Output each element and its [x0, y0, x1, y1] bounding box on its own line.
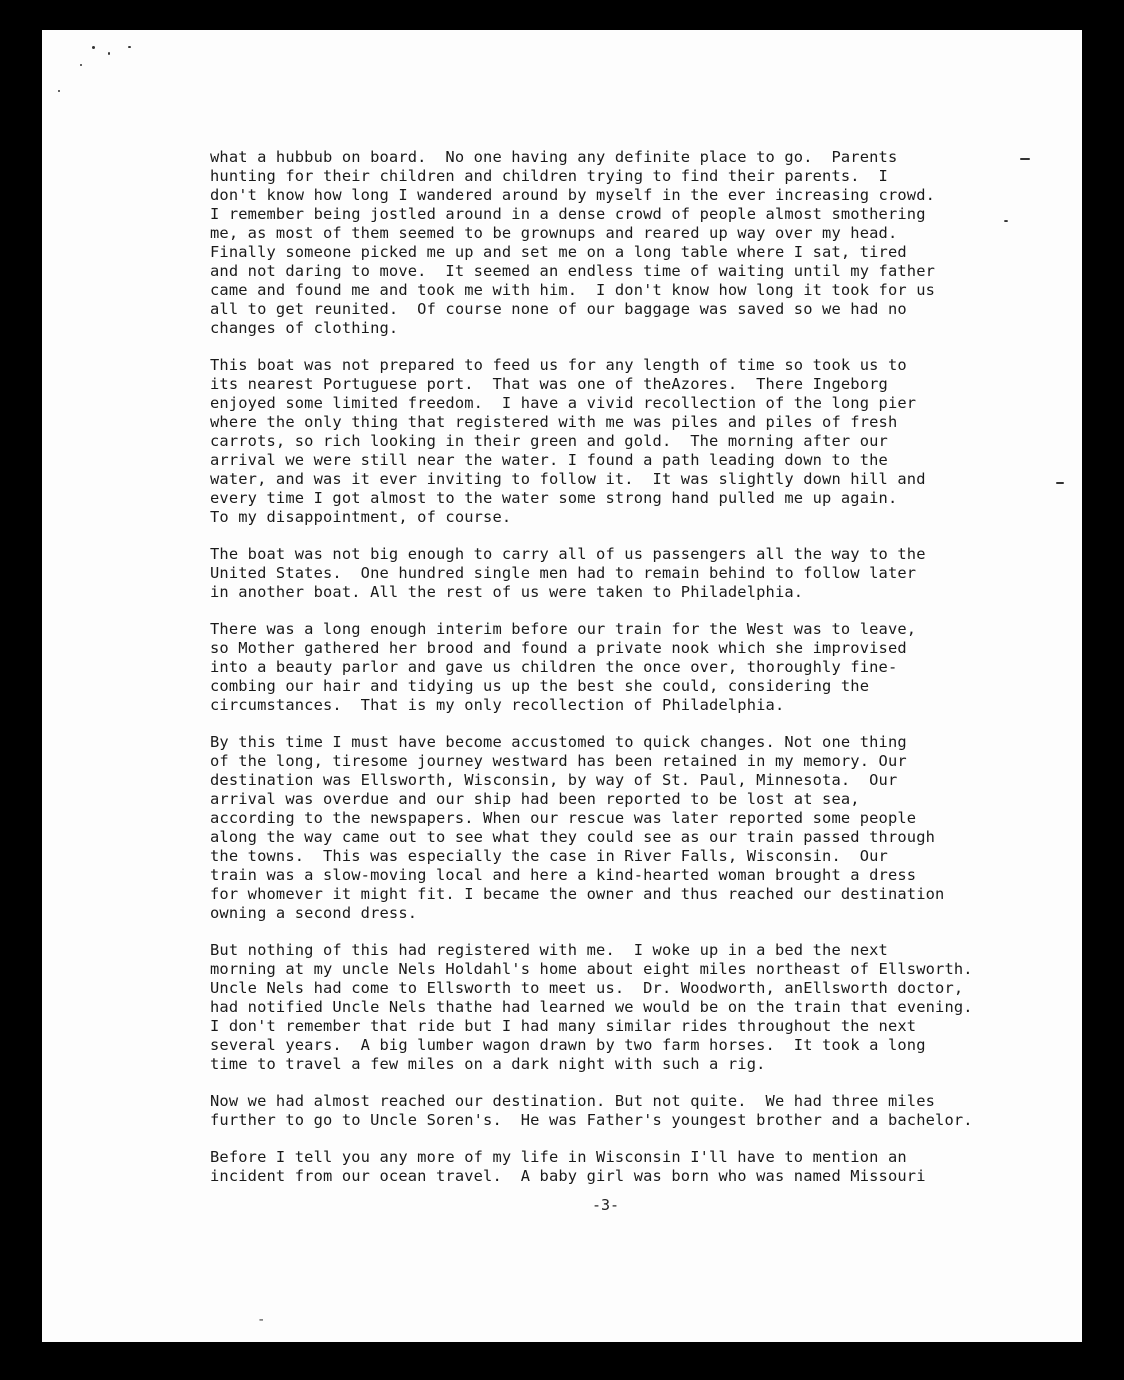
paragraph: [210, 620, 1060, 715]
text-line: where the only thing that registered with me was piles and piles of fresh: [210, 413, 898, 431]
text-line: Uncle Nels had come to Ellsworth to meet us. Dr. Woodworth, anEllsworth doctor,: [210, 979, 964, 997]
text-line: I remember being jostled around in a dense crowd of people almost smothering: [210, 205, 926, 223]
text-line: United States. One hundred single men had to remain behind to follow later: [210, 564, 917, 582]
text-line: But nothing of this had registered with me. I woke up in a bed the next: [210, 941, 888, 959]
text-line: enjoyed some limited freedom. I have a vivid recollection of the long pier: [210, 394, 917, 412]
text-line: combing our hair and tidying us up the best she could, considering the: [210, 677, 870, 695]
paragraph: [210, 733, 1060, 923]
page-number: -3-: [592, 1196, 620, 1214]
text-line: I don't remember that ride but I had many similar rides throughout the next: [210, 1017, 917, 1035]
text-line: owning a second dress.: [210, 904, 418, 922]
text-line: all to get reunited. Of course none of our baggage was saved so we had no: [210, 300, 907, 318]
text-line: changes of clothing.: [210, 319, 399, 337]
text-line: for whomever it might fit. I became the owner and thus reached our destination: [210, 885, 945, 903]
text-line: along the way came out to see what they could see as our train passed through: [210, 828, 936, 846]
paragraph: [210, 148, 1060, 338]
text-line: By this time I must have become accustomed to quick changes. Not one thing: [210, 733, 907, 751]
text-line: Before I tell you any more of my life in Wisconsin I'll have to mention an: [210, 1148, 907, 1166]
scan-speck: [108, 52, 110, 55]
paragraph: [210, 941, 1060, 1074]
text-line: of the long, tiresome journey westward has been retained in my memory. Our: [210, 752, 907, 770]
text-line: This boat was not prepared to feed us for any length of time so took us to: [210, 356, 907, 374]
text-line: according to the newspapers. When our rescue was later reported some people: [210, 809, 917, 827]
footer-mark: -: [257, 1312, 266, 1328]
text-line: what a hubbub on board. No one having any definite place to go. Parents: [210, 148, 898, 166]
typed-text-body: [210, 148, 1060, 1204]
text-line: arrival was overdue and our ship had been reported to be lost at sea,: [210, 790, 860, 808]
text-line: Now we had almost reached our destination. But not quite. We had three miles: [210, 1092, 936, 1110]
text-line: water, and was it ever inviting to follow it. It was slightly down hill and: [210, 470, 926, 488]
text-line: don't know how long I wandered around by myself in the ever increasing crowd.: [210, 186, 936, 204]
text-line: time to travel a few miles on a dark night with such a rig.: [210, 1055, 766, 1073]
text-line: hunting for their children and children trying to find their parents. I: [210, 167, 888, 185]
text-line: circumstances. That is my only recollection of Philadelphia.: [210, 696, 785, 714]
text-line: morning at my uncle Nels Holdahl's home about eight miles northeast of Ellsworth.: [210, 960, 973, 978]
text-line: the towns. This was especially the case in River Falls, Wisconsin. Our: [210, 847, 888, 865]
text-line: me, as most of them seemed to be grownups and reared up way over my head.: [210, 224, 898, 242]
scan-speck: [58, 90, 60, 92]
text-line: in another boat. All the rest of us were taken to Philadelphia.: [210, 583, 804, 601]
text-line: There was a long enough interim before our train for the West was to leave,: [210, 620, 917, 638]
scan-speck: [80, 64, 82, 66]
text-line: came and found me and took me with him. I don't know how long it took for us: [210, 281, 936, 299]
paragraph: [210, 1148, 1060, 1186]
document-page: [42, 30, 1082, 1342]
text-line: its nearest Portuguese port. That was one of theAzores. There Ingeborg: [210, 375, 888, 393]
text-line: every time I got almost to the water some strong hand pulled me up again.: [210, 489, 898, 507]
text-line: carrots, so rich looking in their green and gold. The morning after our: [210, 432, 888, 450]
text-line: into a beauty parlor and gave us children the once over, thoroughly fine-: [210, 658, 898, 676]
paragraph: [210, 545, 1060, 602]
paragraph: [210, 356, 1060, 527]
text-line: had notified Uncle Nels thathe had learned we would be on the train that evening.: [210, 998, 973, 1016]
paragraph: [210, 1092, 1060, 1130]
scan-speck: [128, 46, 131, 48]
text-line: The boat was not big enough to carry all of us passengers all the way to the: [210, 545, 926, 563]
text-line: and not daring to move. It seemed an endless time of waiting until my father: [210, 262, 936, 280]
text-line: further to go to Uncle Soren's. He was Father's youngest brother and a bachelor.: [210, 1111, 973, 1129]
text-line: Finally someone picked me up and set me on a long table where I sat, tired: [210, 243, 907, 261]
text-line: so Mother gathered her brood and found a private nook which she improvised: [210, 639, 907, 657]
text-line: several years. A big lumber wagon drawn by two farm horses. It took a long: [210, 1036, 926, 1054]
text-line: To my disappointment, of course.: [210, 508, 512, 526]
scan-speck: [92, 46, 95, 49]
text-line: incident from our ocean travel. A baby girl was born who was named Missouri: [210, 1167, 926, 1185]
text-line: arrival we were still near the water. I found a path leading down to the: [210, 451, 888, 469]
text-line: train was a slow-moving local and here a kind-hearted woman brought a dress: [210, 866, 917, 884]
text-line: destination was Ellsworth, Wisconsin, by way of St. Paul, Minnesota. Our: [210, 771, 898, 789]
